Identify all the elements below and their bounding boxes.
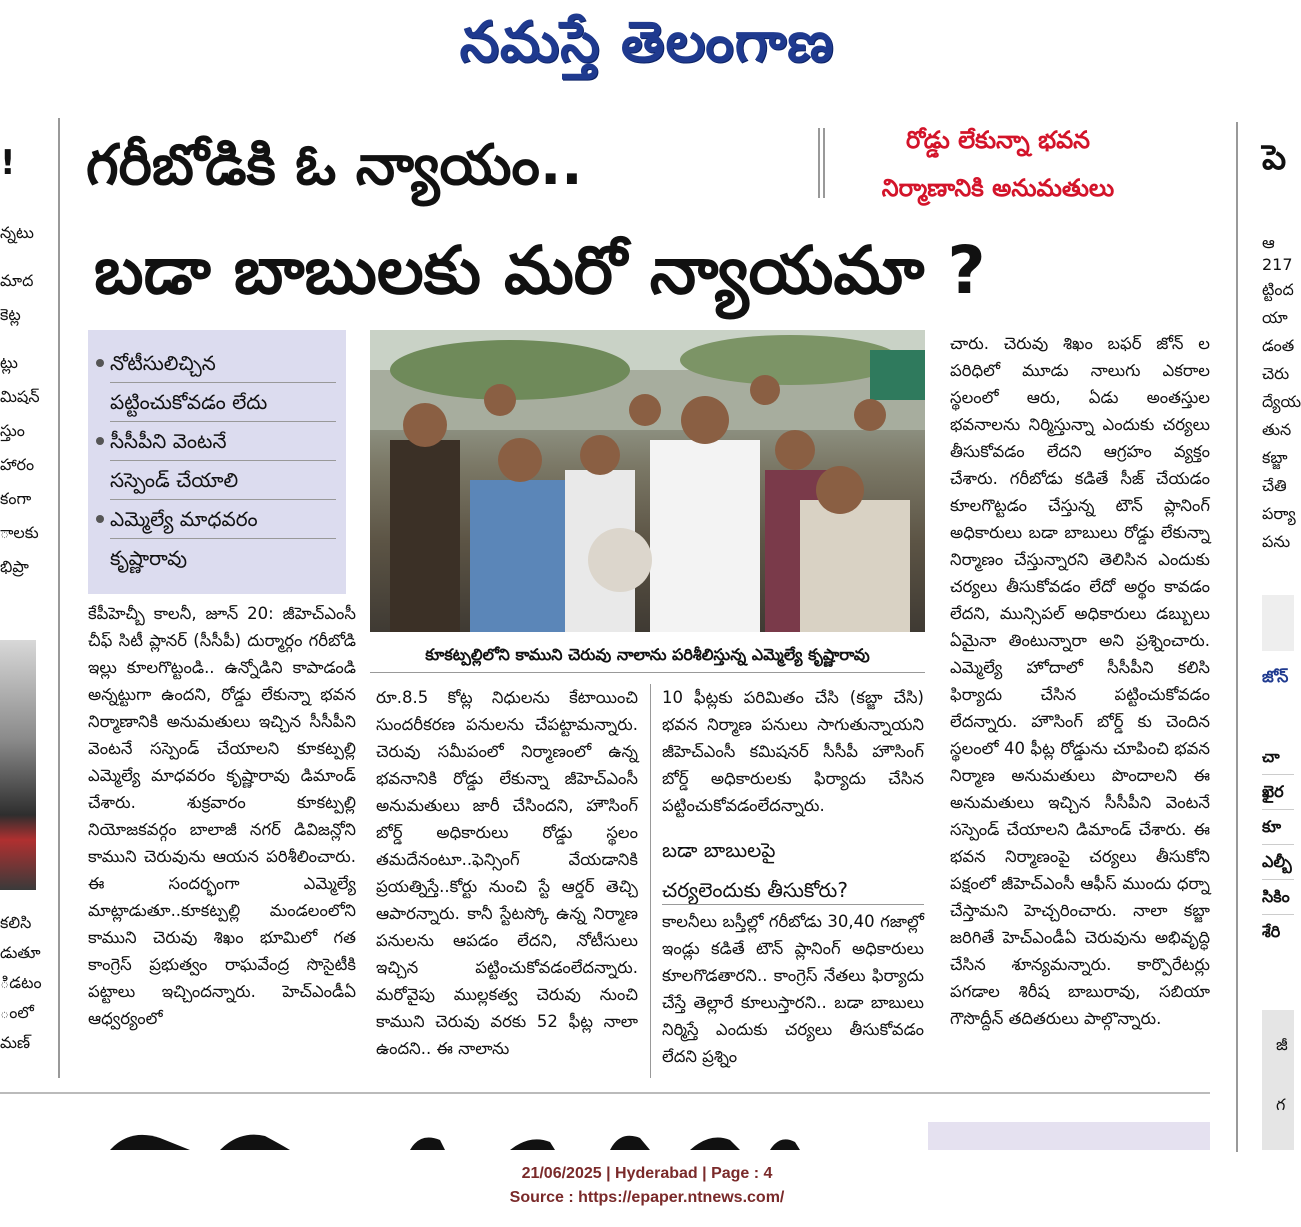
subhead-divider bbox=[818, 128, 820, 198]
right-fragment: డంత bbox=[1262, 336, 1295, 355]
left-fragment: స్తుం bbox=[0, 421, 25, 440]
right-fragment: చెరు bbox=[1262, 364, 1290, 383]
left-fragment: ాలకు bbox=[0, 523, 39, 542]
highlight-item bbox=[110, 344, 336, 422]
article-column-4 bbox=[950, 330, 1210, 1080]
right-fragment: ఆ bbox=[1262, 233, 1275, 252]
right-fragment: 217 bbox=[1262, 255, 1293, 274]
highlight-line: పట్టించుకోవడం లేదు bbox=[110, 383, 336, 422]
article-column-3-top bbox=[662, 684, 924, 824]
left-fragment: కంగా bbox=[0, 489, 32, 508]
next-headline-fragment bbox=[90, 1128, 810, 1150]
left-fragment: కెట్ల bbox=[0, 305, 21, 324]
photo-caption: కూకట్పల్లిలోని కాముని చెరువు నాలాను పరిశీలిస్తున్న ఎమ్మెల్యే కృష్ణారావు bbox=[425, 645, 870, 664]
right-fragment: చా bbox=[1262, 740, 1294, 775]
column-divider bbox=[650, 684, 651, 1078]
right-fragment: కబ్జా bbox=[1262, 448, 1288, 467]
clipped-headline-glyphs bbox=[90, 1128, 810, 1150]
article-column-3-bottom bbox=[662, 908, 924, 1080]
left-edge-photo bbox=[0, 640, 36, 890]
highlights-box bbox=[88, 330, 346, 594]
highlight-line: సస్పెండ్ చేయాలి bbox=[110, 461, 336, 500]
left-fragment: ంలో bbox=[0, 1003, 34, 1022]
highlight-item bbox=[110, 500, 336, 577]
left-fragment: న్నటు bbox=[0, 223, 34, 242]
right-fragment: జీ bbox=[1276, 1035, 1288, 1054]
right-fragment: శేరి bbox=[1262, 922, 1281, 941]
footer bbox=[0, 1162, 1294, 1210]
left-fragment: కలిసి bbox=[0, 913, 32, 932]
bullet-icon bbox=[96, 515, 104, 523]
left-fragment: ! bbox=[0, 143, 16, 183]
right-fragment: ఖైర bbox=[1262, 775, 1294, 810]
highlight-line: నోటీసులిచ్చిన bbox=[110, 344, 336, 383]
left-fragment: ట్లు bbox=[0, 353, 18, 372]
article-text: 10 ఫీట్లకు పరిమితం చేసి (కబ్జా చేసి) భవన నిర్మాణ పనులు సాగుతున్నాయని జీహెచ్ఎంసీ కమిషనర్ సీసీపీ హౌసింగ్ బోర్డ్ అధికారులకు ఫిర్యాదు చేసిన పట్టించుకోవడంలేదన్నారు. bbox=[662, 688, 924, 815]
article-bottom-rule bbox=[0, 1092, 1210, 1094]
right-fragment: కూ bbox=[1262, 810, 1294, 845]
highlight-line: సీసీపీని వెంటనే bbox=[110, 422, 336, 461]
right-fragment: గ bbox=[1276, 1095, 1286, 1114]
left-fragment: మాద bbox=[0, 271, 34, 290]
article-column-1 bbox=[88, 600, 356, 1080]
left-divider bbox=[58, 118, 60, 1078]
article-text: రూ.8.5 కోట్ల నిధులను కేటాయించి సుందరీకరణ పనులను చేపట్టామన్నారు. చెరువు సమీపంలో నిర్మాణంలో ఉన్న భవనానికి రోడ్డు లేకున్నా జీహెచ్ఎంసీ అనుమతులు జారీ చేసిందని, హౌసింగ్ బోర్డ్ అధికారులు రోడ్డు స్థలం తమదేనంటూ..ఫెన్సింగ్ వేయడానికి ప్రయత్నిస్తే..కోర్టు నుంచి స్టే ఆర్డర్ తెచ్చి ఆపారన్నారు. కానీ స్టేటస్కో ఉన్న నిర్మాణ పనులను ఆపడం లేదని, నోటీసులు ఇచ్చిన పట్టించుకోవడంలేదన్నారు. మరోవైపు ముల్లకత్వ చెరువు నుంచి కాముని చెరువు వరకు 52 ఫీట్ల నాలా ఉందని.. ఈ నాలాను bbox=[376, 688, 638, 1058]
next-article-box-fragment bbox=[928, 1122, 1210, 1150]
article-column-2 bbox=[376, 684, 638, 1080]
crowd-illustration bbox=[370, 330, 925, 632]
right-edge-list bbox=[1262, 740, 1294, 990]
right-edge-box bbox=[1262, 595, 1294, 651]
left-edge-column bbox=[0, 138, 40, 658]
inner-subheading-line-1: బడా బాబులపై bbox=[662, 838, 776, 862]
left-edge-column-lower bbox=[0, 908, 40, 1058]
article-text: చారు. చెరువు శిఖం బఫర్ జోన్ ల పరిధిలో మూడు నాలుగు ఎకరాల స్థలంలో ఆరు, ఏడు అంతస్తుల భవనాలను నిర్మిస్తున్నా ఎందుకు చర్యలు తీసుకోవడం లేదని ఆగ్రహం వ్యక్తం చేశారు. గరీబోడు కడితే సీజ్ చేయడం కూలగొట్టడం చేస్తున్న టౌన్ ప్లానింగ్ అధికారులు బడా బాబులు రోడ్డు లేకున్నా నిర్మాణం చేస్తున్నారని తెలిసిన ఎందుకు చర్యలు తీసుకోవడం లేదో అర్థం కావడం లేదని, మున్సిపల్ అధికారులు డబ్బులు ఏమైనా తింటున్నారా అని ప్రశ్నించారు. ఎమ్మెల్యే హోదాలో సీసీపీని కలిసి ఫిర్యాదు చేసిన పట్టించుకోవడం లేదన్నారు. హౌసింగ్ బోర్డ్ కు చెందిన స్థలంలో 40 ఫీట్ల రోడ్డును చూపించి భవన నిర్మాణ అనుమతులు పొందాలని ఈ అనుమతులు ఇచ్చిన సీసీపీని వెంటనే సస్పెండ్ చేయాలని డిమాండ్ చేశారు. ఈ భవన నిర్మాణంపై చర్యలు తీసుకోని పక్షంలో జీహెచ్ఎంసీ ఆఫీస్ ముందు ధర్నా చేస్తామని హెచ్చరించారు. నాలా కబ్జా జరిగితే హెచ్ఎండీఏ చెరువును అభివృద్ధి చేసిన శూన్యమన్నారు. కార్పొరేటర్లు పగడాల శిరీష బాబురావు, సబియా గౌసొద్దీన్ తదితరులు పాల్గొన్నారు. bbox=[950, 334, 1210, 1028]
highlight-line: కృష్ణారావు bbox=[110, 546, 188, 570]
right-fragment: తున bbox=[1262, 420, 1292, 439]
right-edge-list-header: జోన్ bbox=[1262, 667, 1289, 686]
right-fragment: పర్యా bbox=[1262, 504, 1296, 523]
subhead-line-2: నిర్మాణానికి అనుమతులు bbox=[881, 174, 1115, 202]
caption-rule bbox=[370, 672, 925, 673]
subhead-divider-2 bbox=[823, 128, 825, 198]
right-fragment: ద్యేయ bbox=[1262, 392, 1301, 411]
masthead-logo: నమస్తే తెలంగాణ bbox=[459, 10, 835, 75]
right-fragment: చేతి bbox=[1262, 476, 1287, 495]
inner-subheading-line-2: చర్యలెందుకు తీసుకోరు? bbox=[662, 878, 848, 902]
left-fragment: భిప్రా bbox=[0, 557, 29, 576]
footer-date-line: 21/06/2025 | Hyderabad | Page : 4 bbox=[521, 1165, 773, 1182]
right-fragment: పను bbox=[1262, 532, 1291, 551]
left-fragment: మణ్ bbox=[0, 1033, 31, 1052]
bullet-icon bbox=[96, 437, 104, 445]
right-fragment: సికిం bbox=[1262, 880, 1294, 915]
news-photo bbox=[370, 330, 925, 632]
right-edge-table bbox=[1262, 1010, 1294, 1150]
left-fragment: హారం bbox=[0, 455, 35, 474]
headline-line-2: బడా బాబులకు మరో న్యాయమా ? bbox=[94, 232, 986, 309]
left-fragment: డుతూ bbox=[0, 943, 41, 962]
bullet-icon bbox=[96, 359, 104, 367]
footer-source-link[interactable]: Source : https://epaper.ntnews.com/ bbox=[509, 1189, 785, 1206]
right-fragment: యా bbox=[1262, 308, 1288, 327]
right-edge-column bbox=[1262, 130, 1301, 590]
highlight-line: ఎమ్మెల్యే మాధవరం bbox=[110, 500, 336, 539]
subhead-line-1: రోడ్డు లేకున్నా భవన bbox=[906, 126, 1090, 154]
left-fragment: మిషన్ bbox=[0, 387, 40, 406]
inner-subheading bbox=[662, 830, 924, 910]
right-divider bbox=[1236, 122, 1238, 1152]
subheading-rule bbox=[662, 904, 924, 905]
headline-line-1: గరీబోడికి ఓ న్యాయం.. bbox=[86, 133, 583, 198]
left-fragment: ిడటం bbox=[0, 973, 42, 992]
article-text: కాలనీలు బస్తీల్లో గరీబోడు 30,40 గజాల్లో ఇండ్లు కడితే టౌన్ ప్లానింగ్ అధికారులు కూలగొడతారని.. కాంగ్రెస్ నేతలు ఫిర్యాదు చేస్తే తెల్లారే కూలుస్తారని.. బడా బాబులు నిర్మిస్తే ఎందుకు చర్యలు తీసుకోవడం లేదని ప్రశ్నిం bbox=[662, 912, 924, 1066]
highlight-item bbox=[110, 422, 336, 500]
right-fragment: ఎల్బీ bbox=[1262, 845, 1294, 880]
subhead bbox=[838, 116, 1158, 212]
right-fragment: ట్టింద bbox=[1262, 280, 1294, 299]
article-text: కేపీహెచ్బీ కాలనీ, జూన్ 20: జీహెచ్ఎంసీ చీఫ్ సిటీ ప్లానర్ (సీసీపీ) దుర్మార్గం గరీబోడి ఇల్లు కూలగొట్టండి.. ఉన్నోడిని కాపాడండి అన్నట్టుగా ఉందని, రోడ్డు లేకున్నా భవన నిర్మాణానికి అనుమతులు ఇచ్చిన సీసీపీని వెంటనే సస్పెండ్ చేయాలని కూకట్పల్లి ఎమ్మెల్యే మాధవరం కృష్ణారావు డిమాండ్ చేశారు. శుక్రవారం కూకట్పల్లి నియోజకవర్గం బాలాజీ నగర్ డివిజన్లోని కాముని చెరువును ఆయన పరిశీలించారు. ఈ సందర్భంగా ఎమ్మెల్యే మాట్లాడుతూ..కూకట్పల్లి మండలంలోని కాముని చెరువు శిఖం భూమిలో గత కాంగ్రెస్ ప్రభుత్వం రాఘవేంద్ర సొసైటీకి పట్టాలు ఇచ్చిందన్నారు. హెచ్ఎండీఏ ఆధ్వర్యంలో bbox=[88, 604, 356, 1028]
right-fragment: పె bbox=[1262, 138, 1287, 178]
